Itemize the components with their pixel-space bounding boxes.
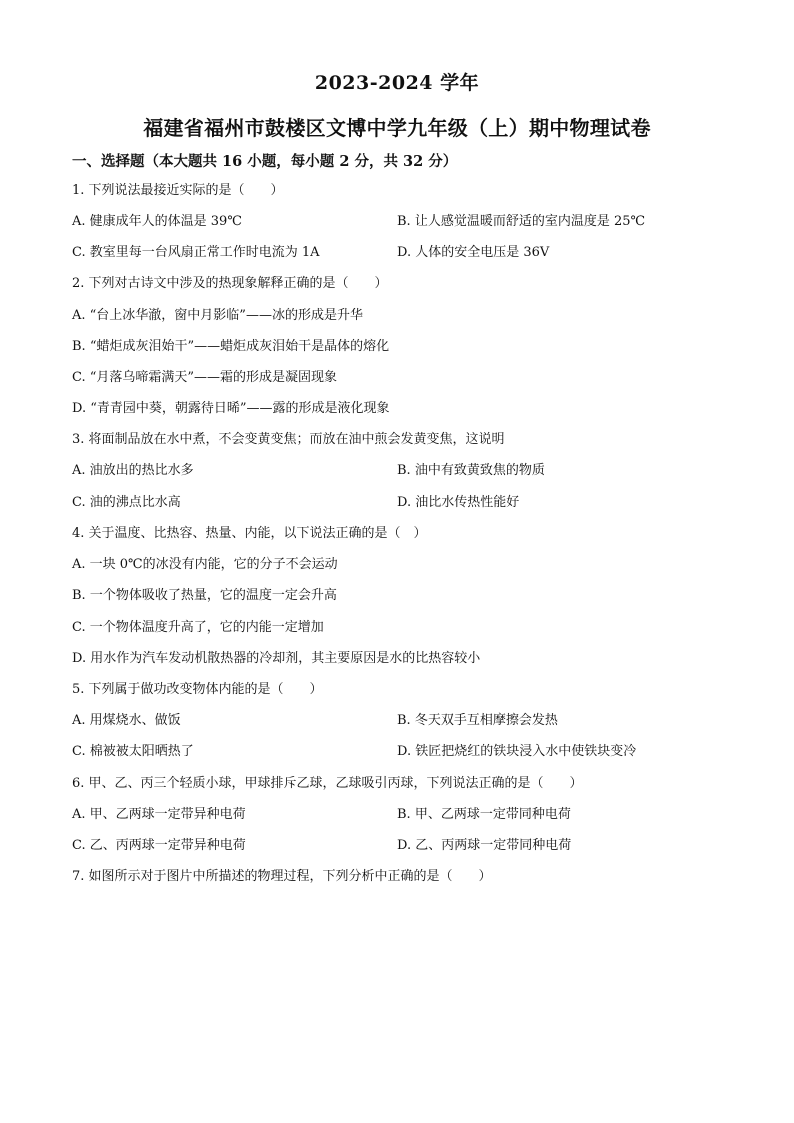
question-6-option-d: D. 乙、丙两球一定带同种电荷 (397, 838, 572, 853)
question-6-option-a: A. 甲、乙两球一定带异种电荷 (72, 807, 246, 822)
question-3-option-a: A. 油放出的热比水多 (72, 463, 194, 478)
question-4-option-b: B. 一个物体吸收了热量，它的温度一定会升高 (72, 588, 337, 603)
question-3-option-c: C. 油的沸点比水高 (72, 495, 181, 510)
question-3-option-b: B. 油中有致黄致焦的物质 (397, 463, 545, 478)
question-1-stem: 1. 下列说法最接近实际的是（ ） (72, 183, 284, 198)
question-1-option-a: A. 健康成年人的体温是 39℃ (72, 214, 242, 229)
question-6-option-b: B. 甲、乙两球一定带同种电荷 (397, 807, 571, 822)
question-2-option-c: C. “月落乌啼霜满天”——霜的形成是凝固现象 (72, 370, 338, 385)
question-4-option-a: A. 一块 0℃的冰没有内能，它的分子不会运动 (72, 557, 338, 572)
exam-year: 2023-2024 学年 (314, 72, 480, 94)
question-1-option-b: B. 让人感觉温暖而舒适的室内温度是 25℃ (397, 214, 646, 229)
question-5-option-b: B. 冬天双手互相摩擦会发热 (397, 713, 558, 728)
question-6-stem: 6. 甲、乙、丙三个轻质小球，甲球排斥乙球，乙球吸引丙球，下列说法正确的是（ ） (72, 776, 583, 791)
section-heading: 一、选择题（本大题共 16 小题，每小题 2 分，共 32 分） (72, 153, 458, 170)
question-5-option-a: A. 用煤烧水、做饭 (72, 713, 181, 728)
exam-title: 福建省福州市鼓楼区文博中学九年级（上）期中物理试卷 (143, 116, 651, 140)
question-4-option-c: C. 一个物体温度升高了，它的内能一定增加 (72, 620, 324, 635)
question-1-option-c: C. 教室里每一台风扇正常工作时电流为 1A (72, 245, 320, 260)
question-7-stem: 7. 如图所示对于图片中所描述的物理过程，下列分析中正确的是（ ） (72, 869, 492, 884)
question-2-stem: 2. 下列对古诗文中涉及的热现象解释正确的是（ ） (72, 276, 388, 291)
question-2-option-a: A. “台上冰华澈，窗中月影临”——冰的形成是升华 (72, 308, 363, 323)
question-2-option-b: B. “蜡炬成灰泪始干”——蜡炬成灰泪始干是晶体的熔化 (72, 339, 390, 354)
question-5-stem: 5. 下列属于做功改变物体内能的是（ ） (72, 682, 323, 697)
question-5-option-d: D. 铁匠把烧红的铁块浸入水中使铁块变冷 (397, 744, 637, 759)
question-4-option-d: D. 用水作为汽车发动机散热器的冷却剂，其主要原因是水的比热容较小 (72, 651, 481, 666)
question-2-option-d: D. “青青园中葵，朝露待日晞”——露的形成是液化现象 (72, 401, 390, 416)
question-3-option-d: D. 油比水传热性能好 (397, 495, 520, 510)
question-6-option-c: C. 乙、丙两球一定带异种电荷 (72, 838, 246, 853)
question-5-option-c: C. 棉被被太阳晒热了 (72, 744, 194, 759)
question-1-option-d: D. 人体的安全电压是 36V (397, 245, 550, 260)
question-4-stem: 4. 关于温度、比热容、热量、内能，以下说法正确的是（ ） (72, 526, 427, 541)
question-3-stem: 3. 将面制品放在水中煮，不会变黄变焦；而放在油中煎会发黄变焦，这说明 (72, 432, 505, 447)
